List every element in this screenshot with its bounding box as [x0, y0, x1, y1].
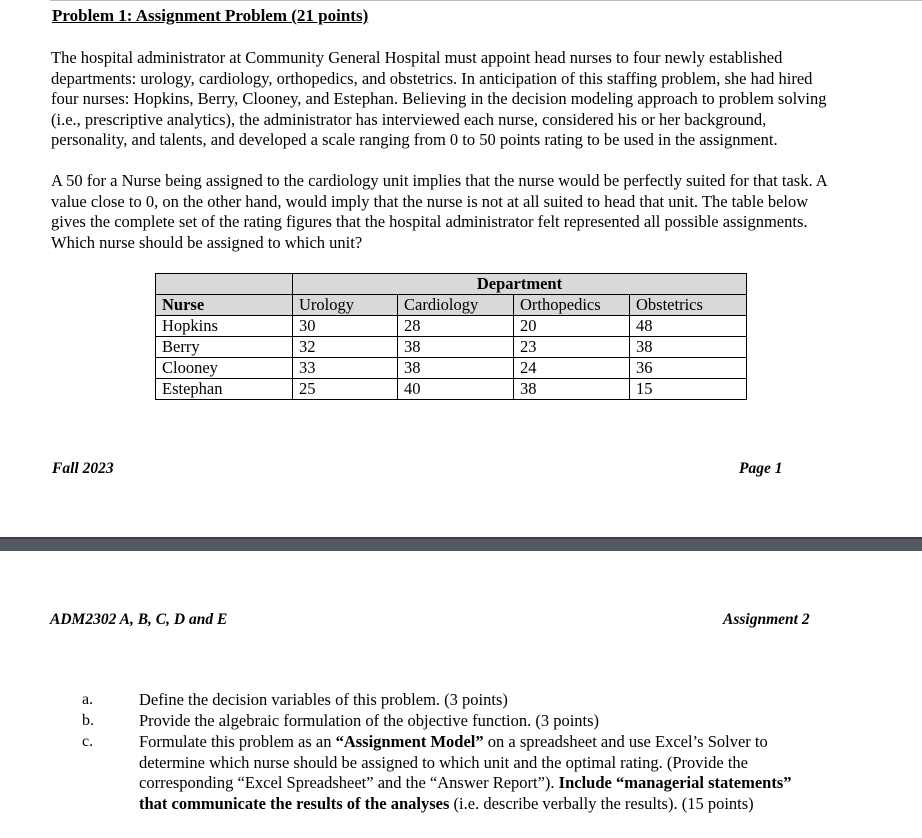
department-header: Department — [293, 274, 747, 295]
page-footer-number: Page 1 — [739, 460, 783, 477]
column-header-urology: Urology — [293, 295, 398, 316]
nurse-name: Clooney — [156, 358, 293, 379]
question-text-part: (i.e. describe verbally the results). (15 points) — [449, 793, 754, 813]
question-text-part: on a spreadsheet and use Excel’s Solver to determine which nurse should be assigned to which unit and the optimal rating. (Provide the corresponding “Excel Spreadsheet” and the “Answer Report”). — [139, 732, 768, 793]
rating-cell: 15 — [630, 379, 747, 400]
rating-cell: 32 — [293, 337, 398, 358]
rating-cell: 38 — [398, 337, 514, 358]
page-footer-term: Fall 2023 — [52, 460, 114, 477]
page-header-course: ADM2302 A, B, C, D and E — [50, 611, 228, 628]
question-text: Provide the algebraic formulation of the objective function. (3 points) — [139, 711, 600, 730]
problem-paragraph-1: The hospital administrator at Community General Hospital must appoint head nurses to four newly established departments: urology, cardiology, orthopedics, and obstetrics. In anticipation of this staffing problem, she had hired four nurses: Hopkins, Berry, Clooney, and Estephan. Believing in the decision modeling approach to problem solving (i.e., prescriptive analytics), the administrator has interviewed each nurse, considered his or her background, personality, and talents, and developed a scale ranging from 0 to 50 points rating to be used in the assignment. — [51, 48, 827, 150]
nurse-name: Hopkins — [156, 316, 293, 337]
question-text — [139, 732, 811, 814]
column-header-obstetrics: Obstetrics — [630, 295, 747, 316]
rating-cell: 36 — [630, 358, 747, 379]
rating-cell: 33 — [293, 358, 398, 379]
rating-cell: 38 — [630, 337, 747, 358]
column-header-orthopedics: Orthopedics — [514, 295, 630, 316]
nurse-column-header: Nurse — [156, 295, 293, 316]
table-row — [156, 337, 747, 358]
rating-cell: 20 — [514, 316, 630, 337]
table-row — [156, 316, 747, 337]
table-row — [156, 358, 747, 379]
question-text: Define the decision variables of this problem. (3 points) — [139, 690, 508, 709]
page-top-rule — [50, 0, 922, 1]
rating-cell: 40 — [398, 379, 514, 400]
nurse-name: Berry — [156, 337, 293, 358]
column-header-cardiology: Cardiology — [398, 295, 514, 316]
question-text-part: Formulate this problem as an — [139, 732, 336, 751]
question-emphasis: “Assignment Model” — [335, 732, 484, 751]
rating-cell: 23 — [514, 337, 630, 358]
question-letter: c. — [82, 733, 94, 750]
page-2 — [0, 551, 922, 838]
rating-cell: 38 — [398, 358, 514, 379]
nurse-name: Estephan — [156, 379, 293, 400]
problem-title: Problem 1: Assignment Problem (21 points) — [52, 6, 369, 25]
rating-cell: 25 — [293, 379, 398, 400]
question-emphasis: Include “managerial statements” that communicate the results of the analyses — [139, 773, 792, 813]
table-row — [156, 379, 747, 400]
rating-cell: 28 — [398, 316, 514, 337]
table-corner-cell — [156, 274, 293, 295]
problem-paragraph-2: A 50 for a Nurse being assigned to the cardiology unit implies that the nurse would be perfectly suited for that task. A value close to 0, on the other hand, would imply that the nurse is not at all suited to head that unit. The table below gives the complete set of the rating figures that the hospital administrator felt represented all possible assignments. Which nurse should be assigned to which unit? — [51, 171, 827, 252]
table-header-row — [156, 295, 747, 316]
question-letter: a. — [82, 691, 94, 708]
rating-cell: 30 — [293, 316, 398, 337]
table-group-header-row — [156, 274, 747, 295]
rating-cell: 48 — [630, 316, 747, 337]
question-letter: b. — [82, 712, 94, 729]
rating-cell: 24 — [514, 358, 630, 379]
ratings-table — [155, 273, 747, 400]
page-separator — [0, 537, 922, 551]
rating-cell: 38 — [514, 379, 630, 400]
page-header-assignment: Assignment 2 — [723, 611, 810, 628]
